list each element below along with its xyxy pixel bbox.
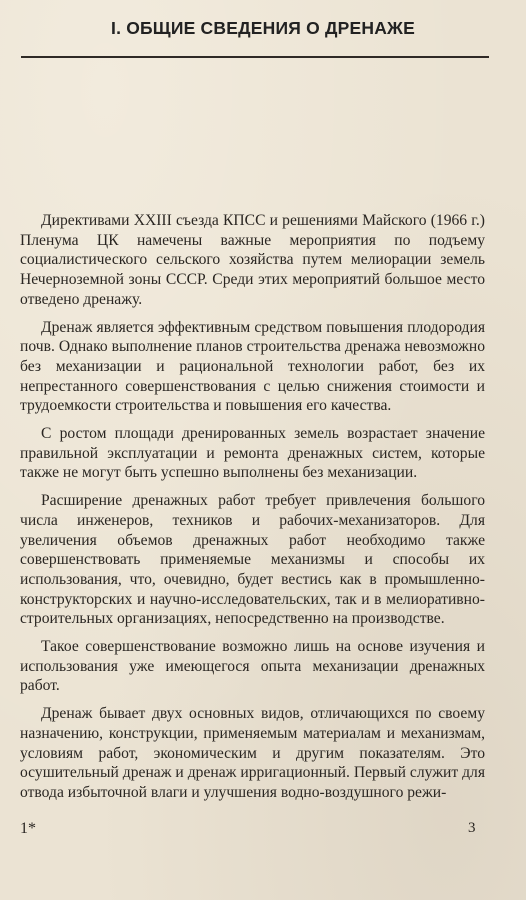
page-number: 3	[468, 820, 476, 836]
chapter-heading: I. ОБЩИЕ СВЕДЕНИЯ О ДРЕНАЖЕ	[111, 18, 415, 38]
body-text	[20, 211, 485, 803]
paragraph: Дренаж является эффективным средством повышения плодородия почв. Однако выполнение планов строительства дренажа невозможно без механизации и рациональной технологии работ, без их непрестанного совершенствования с целью снижения стоимости и трудоемкости строительства и повышения его качества.	[20, 318, 485, 415]
paragraph: Такое совершенствование возможно лишь на основе изучения и использования уже имеющегося опыта механизации дренажных работ.	[20, 638, 485, 695]
paragraph: Дренаж бывает двух основных видов, отличающихся по своему назначению, конструкции, применяемым материалам и механизмам, условиям работ, экономическим и другим показателям. Это осушительный дренаж и дренаж ирригационный. Первый служит для отвода избыточной влаги и улучшения водно-воздушного режи-	[20, 705, 485, 801]
paragraph: Расширение дренажных работ требует привлечения большого числа инженеров, техников и рабочих-механизаторов. Для увеличения объемов дренажных работ необходимо также совершенствовать применяемые механизмы и способы их использования, что, очевидно, будет вестись как в промышленно-конструкторских и научно-исследовательских, так и в мелиоративно-строительных организациях, непосредственно на производстве.	[20, 492, 485, 628]
paragraph: Директивами XXIII съезда КПСС и решениями Майского (1966 г.) Пленума ЦК намечены важные мероприятия по подъему социалистического сельского хозяйства путем мелиорации земель Нечерноземной зоны СССР. Среди этих мероприятий большое место отведено дренажу.	[20, 212, 485, 308]
signature-mark: 1*	[20, 820, 36, 837]
heading-rule	[21, 56, 489, 58]
paragraph: С ростом площади дренированных земель возрастает значение правильной эксплуатации и ремонта дренажных систем, которые также не могут быть успешно выполнены без механизации.	[20, 425, 485, 482]
